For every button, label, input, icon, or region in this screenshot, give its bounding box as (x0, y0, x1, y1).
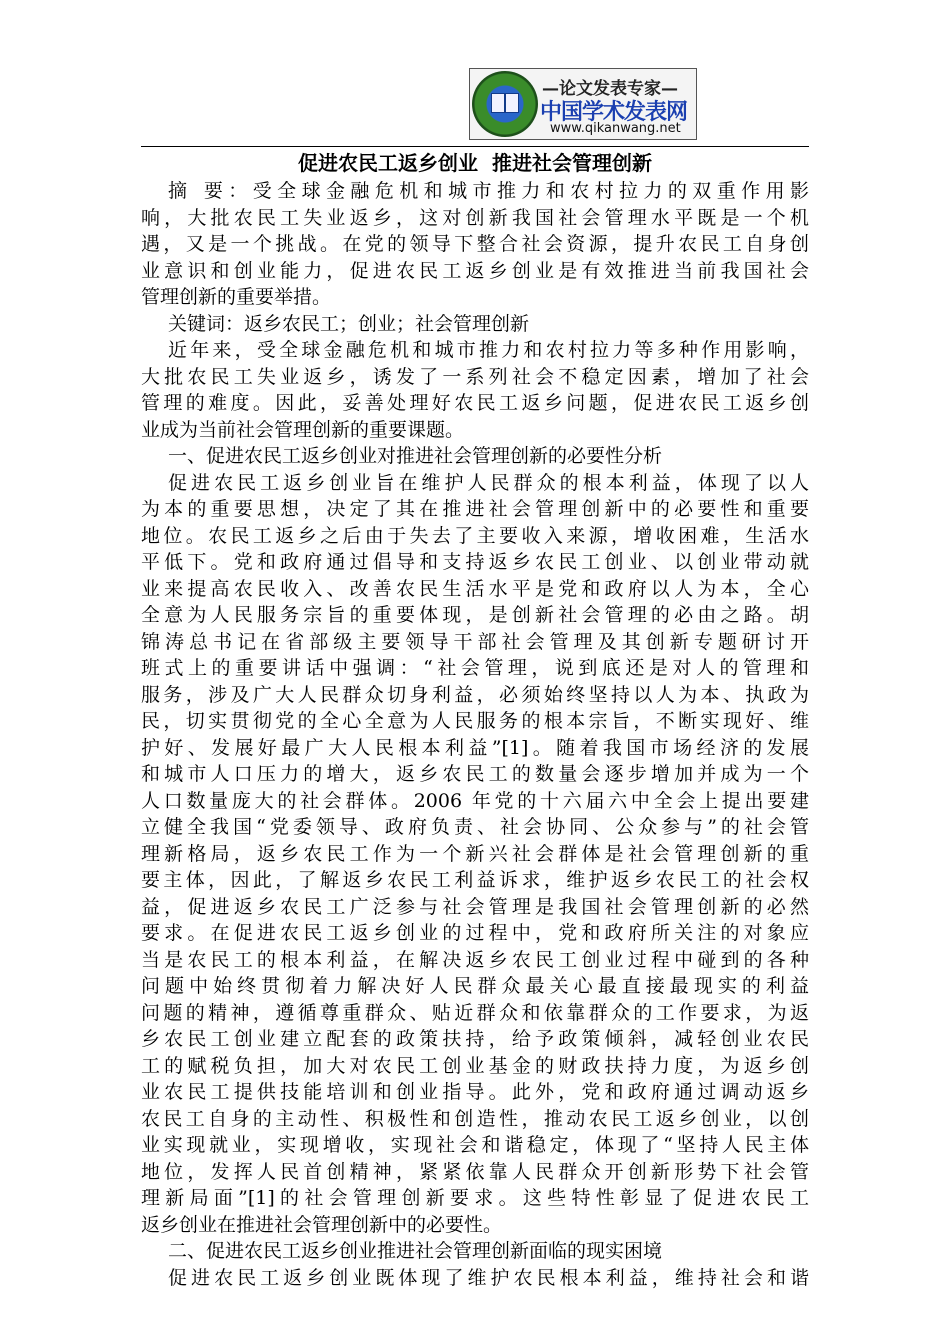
text-line: 管理的难度。因此，妥善处理好农民工返乡问题，促进农民工返乡创 (141, 392, 809, 414)
text-line: 乡农民工创业建立配套的政策扶持，给予政策倾斜，减轻创业农民 (141, 1028, 809, 1050)
header-divider (141, 146, 809, 147)
logo-site-name: 中国学术发表网 (540, 100, 688, 125)
text-line: 人口数量庞大的社会群体。2006 年党的十六届六中全会上提出要建 (141, 789, 809, 812)
text-line: 问题的精神，遵循尊重群众、贴近群众和依靠群众的工作要求，为返 (141, 1001, 809, 1024)
text-line: 要求。在促进农民工返乡创业的过程中，党和政府所关注的对象应 (141, 922, 809, 944)
text-line: 理新格局，返乡农民工作为一个新兴社会群体是社会管理创新的重 (141, 842, 809, 865)
text-line: 民，切实贯彻党的全心全意为人民服务的根本宗旨，不断实现好、维 (141, 710, 809, 732)
text-line: 遇，又是一个挑战。在党的领导下整合社会资源，提升农民工自身创 (141, 233, 809, 255)
text-line: 工的赋税负担，加大对农民工创业基金的财政扶持力度，为返乡创 (141, 1054, 809, 1077)
text-line: 近年来，受全球金融危机和城市推力和农村拉力等多种作用影响， (168, 339, 809, 361)
text-line: 地位，发挥人民首创精神，紧紧依靠人民群众开创新形势下社会管 (141, 1160, 809, 1183)
text-line: 一、促进农民工返乡创业对推进社会管理创新的必要性分析 (168, 445, 663, 467)
text-line: 摘 要：受全球金融危机和城市推力和农村拉力的双重作用影 (168, 180, 809, 202)
text-line: 农民工自身的主动性、积极性和创造性，推动农民工返乡创业，以创 (141, 1107, 809, 1130)
text-line: 服务，涉及广大人民群众切身利益，必须始终坚持以人为本、执政为 (141, 683, 809, 706)
text-line: 立健全我国“党委领导、政府负责、社会协同、公众参与”的社会管 (141, 816, 809, 838)
text-line: 返乡创业在推进社会管理创新中的必要性。 (141, 1213, 503, 1236)
book-icon (491, 93, 519, 113)
text-line: 当是农民工的根本利益，在解决返乡农民工创业过程中碰到的各种 (141, 948, 809, 971)
text-line: 为本的重要思想，决定了其在推进社会管理创新中的必要性和重要 (141, 498, 809, 520)
text-line: 业来提高农民收入、改善农民生活水平是党和政府以人为本，全心 (141, 577, 809, 600)
text-line: 地位。农民工返乡之后由于失去了主要收入来源，增收困难，生活水 (141, 524, 809, 547)
text-line: 全意为人民服务宗旨的重要体现，是创新社会管理的必由之路。胡 (141, 604, 809, 626)
text-line: 促进农民工返乡创业既体现了维护农民根本利益，维持社会和谐 (168, 1266, 809, 1289)
text-line: 管理创新的重要举措。 (141, 286, 332, 308)
logo-slogan: —论文发表专家— (542, 79, 678, 99)
text-line: 促进农民工返乡创业旨在维护人民群众的根本利益，体现了以人 (168, 471, 809, 494)
text-line: 益，促进返乡农民工广泛参与社会管理是我国社会管理创新的必然 (141, 895, 809, 918)
emblem-icon (472, 71, 538, 137)
text-line: 护好、发展好最广大人民根本利益”[1]。随着我国市场经济的发展 (141, 736, 809, 759)
logo-url: www.qikanwang.net (550, 121, 681, 136)
text-line: 响，大批农民工失业返乡，这对创新我国社会管理水平既是一个机 (141, 206, 809, 229)
text-line: 业意识和创业能力，促进农民工返乡创业是有效推进当前我国社会 (141, 259, 809, 282)
site-logo[interactable] (469, 68, 697, 140)
text-line: 理新局面”[1]的社会管理创新要求。这些特性彰显了促进农民工 (141, 1187, 809, 1209)
text-line: 二、促进农民工返乡创业推进社会管理创新面临的现实困境 (168, 1240, 663, 1262)
text-line: 平低下。党和政府通过倡导和支持返乡农民工创业、以创业带动就 (141, 551, 809, 573)
text-line: 业成为当前社会管理创新的重要课题。 (141, 418, 465, 441)
text-line: 和城市人口压力的增大，返乡农民工的数量会逐步增加并成为一个 (141, 763, 809, 785)
article-body (141, 178, 809, 1291)
text-line: 业农民工提供技能培训和创业指导。此外，党和政府通过调动返乡 (141, 1081, 809, 1103)
text-line: 要主体，因此，了解返乡农民工利益诉求，维护返乡农民工的社会权 (141, 869, 809, 891)
text-line: 关键词：返乡农民工；创业；社会管理创新 (168, 312, 530, 335)
text-line: 锦涛总书记在省部级主要领导干部社会管理及其创新专题研讨开 (141, 630, 809, 653)
text-line: 问题中始终贯彻着力解决好人民群众最关心最直接最现实的利益 (141, 975, 809, 997)
article-title: 促进农民工返乡创业 推进社会管理创新 (298, 151, 652, 175)
text-line: 大批农民工失业返乡，诱发了一系列社会不稳定因素，增加了社会 (141, 365, 809, 388)
text-line: 班式上的重要讲话中强调：“社会管理，说到底还是对人的管理和 (141, 657, 809, 679)
text-line: 业实现就业，实现增收，实现社会和谐稳定，体现了“坚持人民主体 (141, 1134, 809, 1156)
